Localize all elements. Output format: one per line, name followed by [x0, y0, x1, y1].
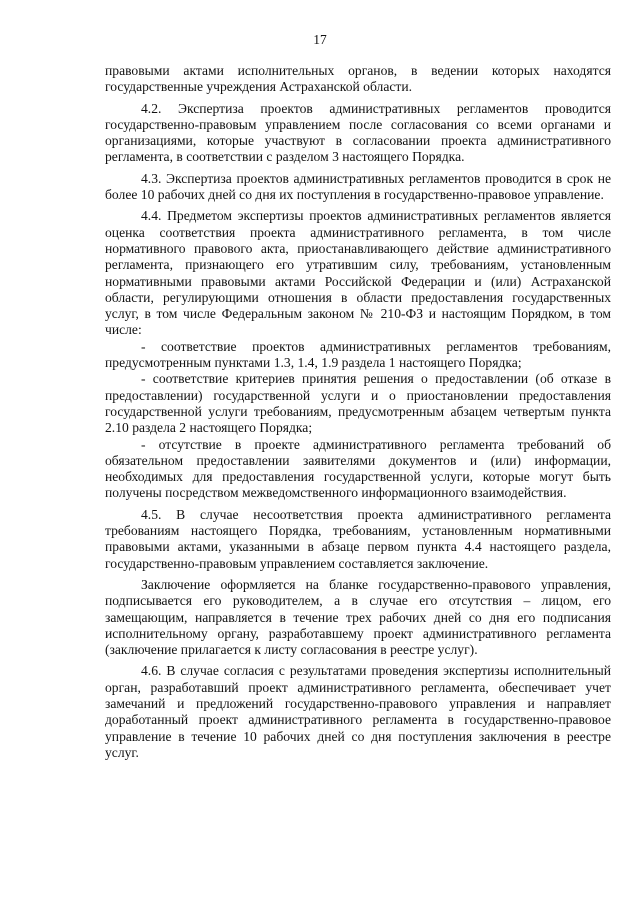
paragraph-4-6: 4.6. В случае согласия с результатами проведения экспертизы исполнительный орган, разработавший проект административного регламента, обеспечивает учет замечаний и предложений государственно-правового управления и направляет доработанный проект административного регламента в государственно-правовое управление в течение 10 рабочих дней со дня поступления заключения в реестре услуг.: [105, 663, 611, 760]
page-number: 17: [313, 32, 327, 47]
list-item-decision-criteria: - соответствие критериев принятия решения о предоставлении (об отказе в предоставлении) государственной услуги и о приостановлении предоставления государственной услуги требованиям, предусмотренным абзацем четвертым пункта 2.10 раздела 2 настоящего Порядка;: [105, 371, 611, 436]
paragraph-4-5: 4.5. В случае несоответствия проекта административного регламента требованиям настоящего Порядка, требованиям, установленным нормативными правовыми актами, указанными в абзаце первом пункта 4.4 настоящего раздела, государственно-правовым управлением составляется заключение.: [105, 506, 611, 571]
paragraph-conclusion: Заключение оформляется на бланке государственно-правового управления, подписывается его руководителем, а в случае его отсутствия – лицом, его замещающим, направляется в течение трех рабочих дней со дня его подписания исполнительному органу, разработавшему проект административного регламента (заключение прилагается к листу согласования в реестре услуг).: [105, 576, 611, 658]
list-item-no-mandatory-documents: - отсутствие в проекте административного регламента требований об обязательном предоставлении заявителями документов и (или) информации, необходимых для предоставления государственной услуги, которые могут быть получены посредством межведомственного информационного взаимодействия.: [105, 436, 611, 501]
paragraph-4-4: 4.4. Предметом экспертизы проектов административных регламентов является оценка соответствия проекта административного регламента, в том числе нормативного правового акта, приостанавливающего действие административного регламента, признающего его утратившим силу, требованиям, установленным нормативными правовыми актами Российской Федерации и (или) Астраханской области, регулирующими отношения в области предоставления государственных услуг, в том числе Федеральным законом № 210-ФЗ и настоящим Порядком, в том числе:: [105, 208, 611, 338]
list-item-requirements-1-3: - соответствие проектов административных регламентов требованиям, предусмотренным пунктами 1.3, 1.4, 1.9 раздела 1 настоящего Порядка;: [105, 338, 611, 371]
document-body: [105, 63, 611, 761]
paragraph-continuation: правовыми актами исполнительных органов, в ведении которых находятся государственные учреждения Астраханской области.: [105, 63, 611, 95]
paragraph-4-3: 4.3. Экспертиза проектов административных регламентов проводится в срок не более 10 рабочих дней со дня их поступления в государственно-правовое управление.: [105, 170, 611, 203]
paragraph-4-2: 4.2. Экспертиза проектов административных регламентов проводится государственно-правовым управлением после согласования со всеми органами и организациями, которые участвуют в согласовании проекта административного регламента, в соответствии с разделом 3 настоящего Порядка.: [105, 100, 611, 165]
